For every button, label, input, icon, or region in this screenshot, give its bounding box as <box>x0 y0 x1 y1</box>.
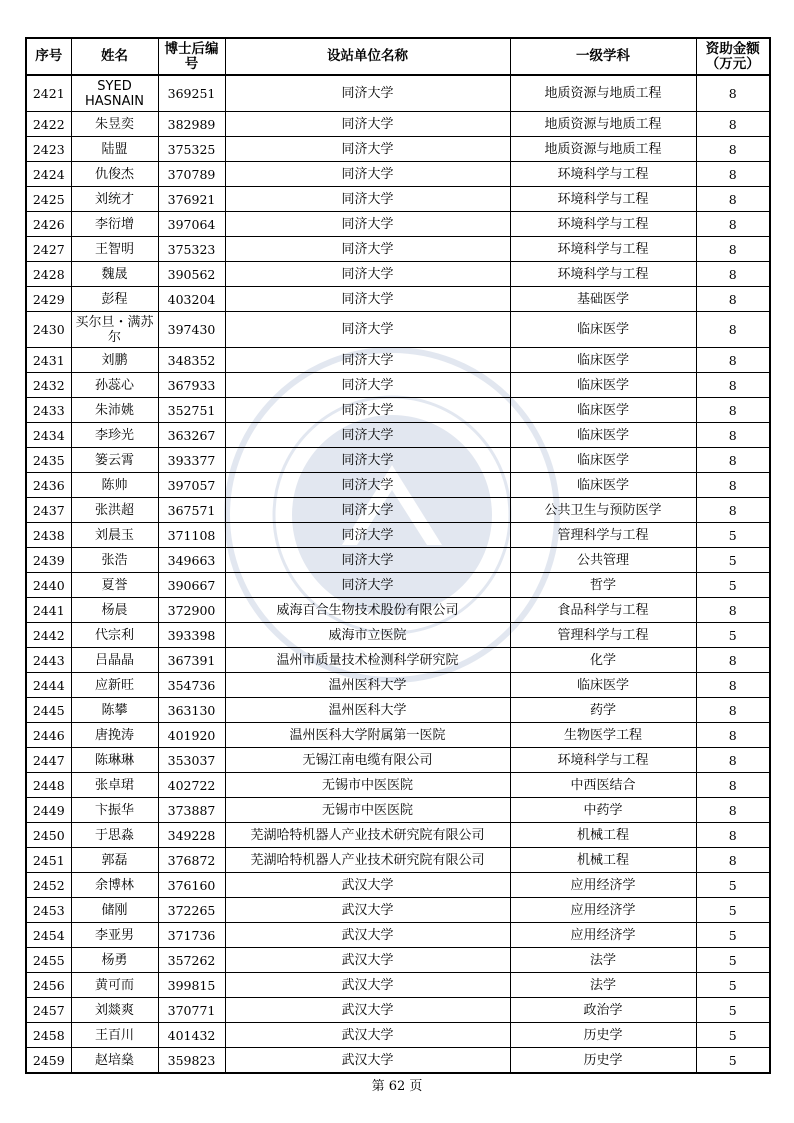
table-row <box>26 498 770 523</box>
table-row <box>26 312 770 348</box>
table-row <box>26 137 770 162</box>
cell-postdoc-no: 397064 <box>158 212 225 237</box>
cell-postdoc-no: 371108 <box>158 523 225 548</box>
cell-unit: 武汉大学 <box>225 1023 510 1048</box>
cell-name: 魏晟 <box>71 262 158 287</box>
table-row <box>26 1023 770 1048</box>
cell-seq: 2435 <box>26 448 71 473</box>
cell-postdoc-no: 376921 <box>158 187 225 212</box>
cell-amount: 5 <box>696 998 770 1023</box>
cell-discipline: 应用经济学 <box>510 873 696 898</box>
cell-seq: 2429 <box>26 287 71 312</box>
cell-name: 卞振华 <box>71 798 158 823</box>
cell-seq: 2454 <box>26 923 71 948</box>
cell-postdoc-no: 371736 <box>158 923 225 948</box>
table-row <box>26 162 770 187</box>
cell-name: 朱昱奕 <box>71 112 158 137</box>
cell-unit: 同济大学 <box>225 237 510 262</box>
table-row <box>26 523 770 548</box>
cell-postdoc-no: 376160 <box>158 873 225 898</box>
cell-unit: 温州医科大学 <box>225 698 510 723</box>
cell-amount: 8 <box>696 773 770 798</box>
cell-discipline: 临床医学 <box>510 448 696 473</box>
cell-discipline: 临床医学 <box>510 348 696 373</box>
cell-amount: 5 <box>696 523 770 548</box>
cell-discipline: 政治学 <box>510 998 696 1023</box>
cell-unit: 同济大学 <box>225 348 510 373</box>
cell-name: 朱沛姚 <box>71 398 158 423</box>
cell-unit: 武汉大学 <box>225 948 510 973</box>
cell-discipline: 食品科学与工程 <box>510 598 696 623</box>
cell-amount: 5 <box>696 1048 770 1074</box>
cell-seq: 2446 <box>26 723 71 748</box>
cell-discipline: 临床医学 <box>510 312 696 348</box>
cell-name: 唐挽涛 <box>71 723 158 748</box>
cell-name: 陈攀 <box>71 698 158 723</box>
cell-discipline: 中药学 <box>510 798 696 823</box>
cell-postdoc-no: 352751 <box>158 398 225 423</box>
cell-postdoc-no: 349663 <box>158 548 225 573</box>
cell-seq: 2430 <box>26 312 71 348</box>
cell-name: 仇俊杰 <box>71 162 158 187</box>
cell-postdoc-no: 373887 <box>158 798 225 823</box>
cell-name: SYED HASNAIN <box>71 75 158 112</box>
table-row <box>26 473 770 498</box>
cell-discipline: 机械工程 <box>510 823 696 848</box>
cell-discipline: 地质资源与地质工程 <box>510 75 696 112</box>
cell-unit: 无锡市中医医院 <box>225 798 510 823</box>
cell-name: 篓云霄 <box>71 448 158 473</box>
cell-seq: 2438 <box>26 523 71 548</box>
cell-unit: 同济大学 <box>225 573 510 598</box>
cell-name: 应新旺 <box>71 673 158 698</box>
cell-discipline: 应用经济学 <box>510 898 696 923</box>
cell-unit: 武汉大学 <box>225 1048 510 1074</box>
cell-seq: 2444 <box>26 673 71 698</box>
cell-unit: 武汉大学 <box>225 898 510 923</box>
cell-amount: 8 <box>696 162 770 187</box>
cell-seq: 2455 <box>26 948 71 973</box>
cell-amount: 8 <box>696 473 770 498</box>
cell-amount: 8 <box>696 848 770 873</box>
table-row <box>26 773 770 798</box>
cell-unit: 武汉大学 <box>225 973 510 998</box>
table-row <box>26 698 770 723</box>
cell-discipline: 历史学 <box>510 1023 696 1048</box>
cell-discipline: 哲学 <box>510 573 696 598</box>
cell-postdoc-no: 348352 <box>158 348 225 373</box>
cell-name: 陆盟 <box>71 137 158 162</box>
cell-discipline: 临床医学 <box>510 373 696 398</box>
cell-name: 储刚 <box>71 898 158 923</box>
table-row <box>26 798 770 823</box>
cell-name: 刘晨玉 <box>71 523 158 548</box>
table-row <box>26 112 770 137</box>
header-name: 姓名 <box>71 38 158 75</box>
cell-amount: 5 <box>696 1023 770 1048</box>
cell-postdoc-no: 367933 <box>158 373 225 398</box>
cell-postdoc-no: 357262 <box>158 948 225 973</box>
cell-amount: 8 <box>696 262 770 287</box>
header-discipline: 一级学科 <box>510 38 696 75</box>
cell-seq: 2440 <box>26 573 71 598</box>
cell-seq: 2445 <box>26 698 71 723</box>
cell-amount: 8 <box>696 598 770 623</box>
cell-name: 王智明 <box>71 237 158 262</box>
cell-postdoc-no: 372900 <box>158 598 225 623</box>
cell-name: 买尔旦・满苏尔 <box>71 312 158 348</box>
cell-amount: 8 <box>696 373 770 398</box>
cell-seq: 2436 <box>26 473 71 498</box>
cell-unit: 同济大学 <box>225 162 510 187</box>
table-row <box>26 923 770 948</box>
table-row <box>26 973 770 998</box>
cell-postdoc-no: 390562 <box>158 262 225 287</box>
cell-unit: 同济大学 <box>225 473 510 498</box>
cell-amount: 5 <box>696 873 770 898</box>
cell-postdoc-no: 397057 <box>158 473 225 498</box>
table-row <box>26 548 770 573</box>
table-row <box>26 723 770 748</box>
cell-postdoc-no: 382989 <box>158 112 225 137</box>
cell-seq: 2428 <box>26 262 71 287</box>
cell-discipline: 药学 <box>510 698 696 723</box>
cell-unit: 温州医科大学 <box>225 673 510 698</box>
cell-discipline: 环境科学与工程 <box>510 212 696 237</box>
cell-name: 黄可而 <box>71 973 158 998</box>
cell-unit: 同济大学 <box>225 287 510 312</box>
cell-unit: 同济大学 <box>225 398 510 423</box>
cell-seq: 2423 <box>26 137 71 162</box>
cell-seq: 2425 <box>26 187 71 212</box>
funding-table <box>25 37 771 1074</box>
cell-amount: 8 <box>696 673 770 698</box>
cell-postdoc-no: 401432 <box>158 1023 225 1048</box>
cell-seq: 2458 <box>26 1023 71 1048</box>
cell-discipline: 历史学 <box>510 1048 696 1074</box>
cell-postdoc-no: 403204 <box>158 287 225 312</box>
cell-name: 刘燚爽 <box>71 998 158 1023</box>
cell-postdoc-no: 370771 <box>158 998 225 1023</box>
table-row <box>26 673 770 698</box>
cell-postdoc-no: 363267 <box>158 423 225 448</box>
cell-seq: 2453 <box>26 898 71 923</box>
cell-amount: 8 <box>696 287 770 312</box>
table-row <box>26 948 770 973</box>
table-row <box>26 237 770 262</box>
cell-postdoc-no: 402722 <box>158 773 225 798</box>
cell-amount: 8 <box>696 348 770 373</box>
cell-seq: 2450 <box>26 823 71 848</box>
cell-amount: 5 <box>696 973 770 998</box>
cell-name: 吕晶晶 <box>71 648 158 673</box>
cell-discipline: 环境科学与工程 <box>510 162 696 187</box>
cell-name: 张卓珺 <box>71 773 158 798</box>
table-row <box>26 75 770 112</box>
header-unit: 设站单位名称 <box>225 38 510 75</box>
cell-unit: 同济大学 <box>225 448 510 473</box>
cell-unit: 同济大学 <box>225 312 510 348</box>
cell-discipline: 临床医学 <box>510 398 696 423</box>
cell-postdoc-no: 399815 <box>158 973 225 998</box>
cell-postdoc-no: 367391 <box>158 648 225 673</box>
cell-unit: 威海市立医院 <box>225 623 510 648</box>
cell-discipline: 生物医学工程 <box>510 723 696 748</box>
cell-amount: 8 <box>696 112 770 137</box>
cell-amount: 5 <box>696 898 770 923</box>
cell-amount: 8 <box>696 423 770 448</box>
cell-name: 夏誉 <box>71 573 158 598</box>
cell-name: 于思淼 <box>71 823 158 848</box>
cell-seq: 2452 <box>26 873 71 898</box>
cell-postdoc-no: 397430 <box>158 312 225 348</box>
cell-discipline: 法学 <box>510 948 696 973</box>
cell-name: 郭磊 <box>71 848 158 873</box>
cell-discipline: 环境科学与工程 <box>510 748 696 773</box>
cell-amount: 8 <box>696 312 770 348</box>
cell-name: 张洪超 <box>71 498 158 523</box>
cell-name: 杨勇 <box>71 948 158 973</box>
cell-unit: 同济大学 <box>225 137 510 162</box>
cell-amount: 8 <box>696 398 770 423</box>
cell-amount: 5 <box>696 923 770 948</box>
table-row <box>26 873 770 898</box>
cell-seq: 2449 <box>26 798 71 823</box>
cell-seq: 2451 <box>26 848 71 873</box>
cell-name: 陈帅 <box>71 473 158 498</box>
cell-discipline: 临床医学 <box>510 473 696 498</box>
cell-postdoc-no: 372265 <box>158 898 225 923</box>
cell-amount: 8 <box>696 823 770 848</box>
cell-discipline: 管理科学与工程 <box>510 523 696 548</box>
cell-unit: 芜湖哈特机器人产业技术研究院有限公司 <box>225 848 510 873</box>
table-row <box>26 448 770 473</box>
cell-seq: 2433 <box>26 398 71 423</box>
cell-seq: 2457 <box>26 998 71 1023</box>
cell-unit: 同济大学 <box>225 498 510 523</box>
cell-seq: 2427 <box>26 237 71 262</box>
table-row <box>26 398 770 423</box>
cell-amount: 8 <box>696 137 770 162</box>
cell-name: 陈琳琳 <box>71 748 158 773</box>
cell-amount: 5 <box>696 948 770 973</box>
cell-discipline: 地质资源与地质工程 <box>510 112 696 137</box>
cell-name: 彭程 <box>71 287 158 312</box>
cell-seq: 2424 <box>26 162 71 187</box>
cell-discipline: 中西医结合 <box>510 773 696 798</box>
cell-postdoc-no: 354736 <box>158 673 225 698</box>
cell-seq: 2426 <box>26 212 71 237</box>
cell-seq: 2456 <box>26 973 71 998</box>
cell-name: 李亚男 <box>71 923 158 948</box>
cell-seq: 2443 <box>26 648 71 673</box>
cell-discipline: 临床医学 <box>510 673 696 698</box>
cell-seq: 2431 <box>26 348 71 373</box>
cell-amount: 8 <box>696 237 770 262</box>
table-row <box>26 348 770 373</box>
cell-postdoc-no: 401920 <box>158 723 225 748</box>
cell-discipline: 法学 <box>510 973 696 998</box>
table-row <box>26 598 770 623</box>
cell-discipline: 地质资源与地质工程 <box>510 137 696 162</box>
cell-seq: 2437 <box>26 498 71 523</box>
table-row <box>26 623 770 648</box>
cell-name: 张浩 <box>71 548 158 573</box>
cell-postdoc-no: 359823 <box>158 1048 225 1074</box>
cell-amount: 8 <box>696 648 770 673</box>
cell-amount: 8 <box>696 75 770 112</box>
cell-amount: 5 <box>696 623 770 648</box>
cell-postdoc-no: 393377 <box>158 448 225 473</box>
cell-unit: 温州医科大学附属第一医院 <box>225 723 510 748</box>
cell-unit: 武汉大学 <box>225 873 510 898</box>
cell-postdoc-no: 375325 <box>158 137 225 162</box>
cell-seq: 2422 <box>26 112 71 137</box>
cell-postdoc-no: 390667 <box>158 573 225 598</box>
cell-unit: 同济大学 <box>225 187 510 212</box>
cell-seq: 2448 <box>26 773 71 798</box>
cell-name: 李衍增 <box>71 212 158 237</box>
cell-amount: 8 <box>696 798 770 823</box>
cell-seq: 2441 <box>26 598 71 623</box>
cell-name: 刘统才 <box>71 187 158 212</box>
table-row <box>26 423 770 448</box>
header-amount: 资助金额（万元） <box>696 38 770 75</box>
table-row <box>26 848 770 873</box>
cell-unit: 温州市质量技术检测科学研究院 <box>225 648 510 673</box>
cell-unit: 同济大学 <box>225 112 510 137</box>
cell-postdoc-no: 393398 <box>158 623 225 648</box>
table-row <box>26 573 770 598</box>
cell-unit: 同济大学 <box>225 262 510 287</box>
cell-discipline: 临床医学 <box>510 423 696 448</box>
cell-amount: 8 <box>696 698 770 723</box>
cell-seq: 2432 <box>26 373 71 398</box>
cell-unit: 同济大学 <box>225 373 510 398</box>
table-header-row <box>26 38 770 75</box>
cell-seq: 2434 <box>26 423 71 448</box>
table-row <box>26 898 770 923</box>
cell-unit: 同济大学 <box>225 423 510 448</box>
table-row <box>26 648 770 673</box>
header-postdoc-no: 博士后编号 <box>158 38 225 75</box>
cell-name: 王百川 <box>71 1023 158 1048</box>
cell-discipline: 环境科学与工程 <box>510 187 696 212</box>
cell-amount: 5 <box>696 573 770 598</box>
cell-seq: 2439 <box>26 548 71 573</box>
cell-discipline: 化学 <box>510 648 696 673</box>
cell-postdoc-no: 370789 <box>158 162 225 187</box>
table-row <box>26 1048 770 1074</box>
cell-unit: 同济大学 <box>225 212 510 237</box>
cell-seq: 2442 <box>26 623 71 648</box>
header-seq: 序号 <box>26 38 71 75</box>
table-row <box>26 287 770 312</box>
cell-postdoc-no: 367571 <box>158 498 225 523</box>
cell-discipline: 应用经济学 <box>510 923 696 948</box>
cell-amount: 8 <box>696 723 770 748</box>
cell-unit: 同济大学 <box>225 523 510 548</box>
cell-amount: 8 <box>696 748 770 773</box>
cell-seq: 2447 <box>26 748 71 773</box>
cell-unit: 无锡市中医医院 <box>225 773 510 798</box>
cell-postdoc-no: 353037 <box>158 748 225 773</box>
cell-unit: 芜湖哈特机器人产业技术研究院有限公司 <box>225 823 510 848</box>
cell-discipline: 环境科学与工程 <box>510 262 696 287</box>
cell-name: 孙蕊心 <box>71 373 158 398</box>
cell-name: 李珍光 <box>71 423 158 448</box>
cell-postdoc-no: 376872 <box>158 848 225 873</box>
cell-discipline: 机械工程 <box>510 848 696 873</box>
cell-unit: 同济大学 <box>225 75 510 112</box>
cell-amount: 8 <box>696 498 770 523</box>
page-number: 第 62 页 <box>371 1079 423 1094</box>
cell-postdoc-no: 375323 <box>158 237 225 262</box>
table-row <box>26 262 770 287</box>
table-row <box>26 998 770 1023</box>
table-row <box>26 187 770 212</box>
cell-unit: 武汉大学 <box>225 923 510 948</box>
table-row <box>26 748 770 773</box>
table-row <box>26 373 770 398</box>
cell-name: 代宗利 <box>71 623 158 648</box>
cell-amount: 5 <box>696 548 770 573</box>
cell-unit: 威海百合生物技术股份有限公司 <box>225 598 510 623</box>
cell-seq: 2459 <box>26 1048 71 1074</box>
cell-discipline: 基础医学 <box>510 287 696 312</box>
cell-discipline: 环境科学与工程 <box>510 237 696 262</box>
cell-postdoc-no: 349228 <box>158 823 225 848</box>
cell-postdoc-no: 363130 <box>158 698 225 723</box>
cell-amount: 8 <box>696 212 770 237</box>
cell-amount: 8 <box>696 187 770 212</box>
table-row <box>26 823 770 848</box>
cell-discipline: 管理科学与工程 <box>510 623 696 648</box>
cell-name: 赵培燊 <box>71 1048 158 1074</box>
cell-unit: 同济大学 <box>225 548 510 573</box>
cell-discipline: 公共卫生与预防医学 <box>510 498 696 523</box>
table-row <box>26 212 770 237</box>
cell-unit: 无锡江南电缆有限公司 <box>225 748 510 773</box>
cell-postdoc-no: 369251 <box>158 75 225 112</box>
cell-discipline: 公共管理 <box>510 548 696 573</box>
cell-name: 余博林 <box>71 873 158 898</box>
cell-unit: 武汉大学 <box>225 998 510 1023</box>
cell-amount: 8 <box>696 448 770 473</box>
cell-name: 刘鹏 <box>71 348 158 373</box>
cell-name: 杨晨 <box>71 598 158 623</box>
cell-seq: 2421 <box>26 75 71 112</box>
